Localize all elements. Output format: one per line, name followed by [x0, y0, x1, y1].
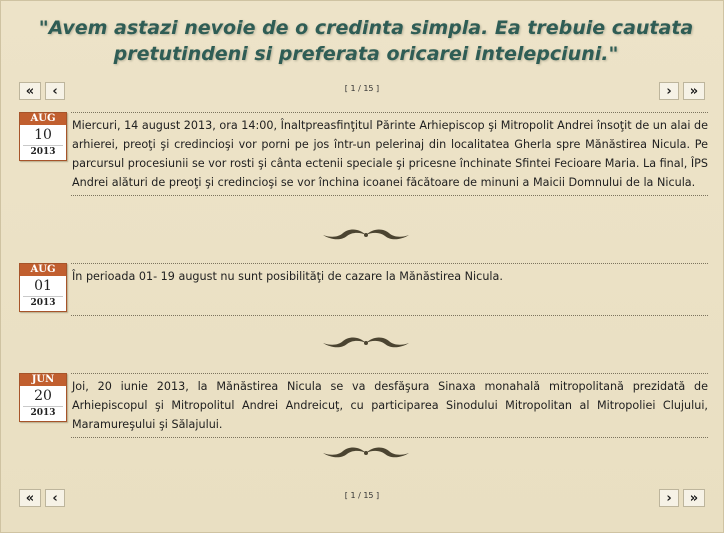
date-year: 2013 [23, 145, 63, 159]
motto-line-2: pretutindeni si preferata oricarei intelepciuni." [113, 43, 619, 65]
date-day: 01 [34, 278, 52, 294]
date-badge [19, 263, 67, 312]
date-day: 20 [34, 388, 52, 404]
date-badge [19, 112, 67, 161]
date-month: AUG [20, 113, 66, 125]
date-month: AUG [20, 264, 66, 276]
news-text[interactable]: În perioada 01- 19 august nu sunt posibilităţi de cazare la Mănăstirea Nicula. [71, 263, 708, 316]
pager-bottom [19, 489, 709, 509]
next-page-button[interactable]: › [659, 82, 679, 100]
date-year: 2013 [23, 296, 63, 310]
date-year: 2013 [23, 406, 63, 420]
last-page-button[interactable]: » [683, 82, 705, 100]
motto-quote [21, 15, 711, 67]
date-day: 10 [34, 127, 52, 143]
news-text[interactable]: Joi, 20 iunie 2013, la Mănăstirea Nicula se va desfăşura Sinaxa monahală mitropolitană prezidată de Arhiepiscopul şi Mitropolitul Andrei Andreicuţ, cu participarea Sinodului Mitropolitan al Mitropoliei Clujului, Maramureşului şi Sălajului. [71, 373, 708, 438]
news-text[interactable]: Miercuri, 14 august 2013, ora 14:00, Înaltpreasfinţitul Părinte Arhiepiscop şi Mitropolit Andrei însoţit de un alai de arhierei, preoţi şi credincioşi vor porni pe jos într-un pelerinaj din localitatea Gherla spre Mănăstirea Nicula. Pe parcursul procesiunii se vor rosti şi cânta ectenii speciale şi pricesne închinate Sfintei Fecioare Maria. La final, ÎPS Andrei alături de preoţi şi credincioşi se vor închina icoanei făcătoare de minuni a Maicii Domnului de la Nicula. [71, 112, 708, 196]
pager-top [19, 82, 709, 102]
ornament-divider-icon [321, 335, 411, 351]
previous-page-button[interactable]: ‹ [45, 82, 65, 100]
last-page-button[interactable]: » [683, 489, 705, 507]
first-page-button[interactable]: « [19, 489, 41, 507]
ornament-divider-icon [321, 445, 411, 461]
next-page-button[interactable]: › [659, 489, 679, 507]
page-indicator: [ 1 / 15 ] [344, 491, 380, 500]
previous-page-button[interactable]: ‹ [45, 489, 65, 507]
date-month: JUN [20, 374, 66, 386]
motto-line-1: "Avem astazi nevoie de o credinta simpla. Ea trebuie cautata [38, 17, 694, 39]
ornament-divider-icon [321, 227, 411, 243]
date-badge [19, 373, 67, 422]
first-page-button[interactable]: « [19, 82, 41, 100]
page-indicator: [ 1 / 15 ] [344, 84, 380, 93]
